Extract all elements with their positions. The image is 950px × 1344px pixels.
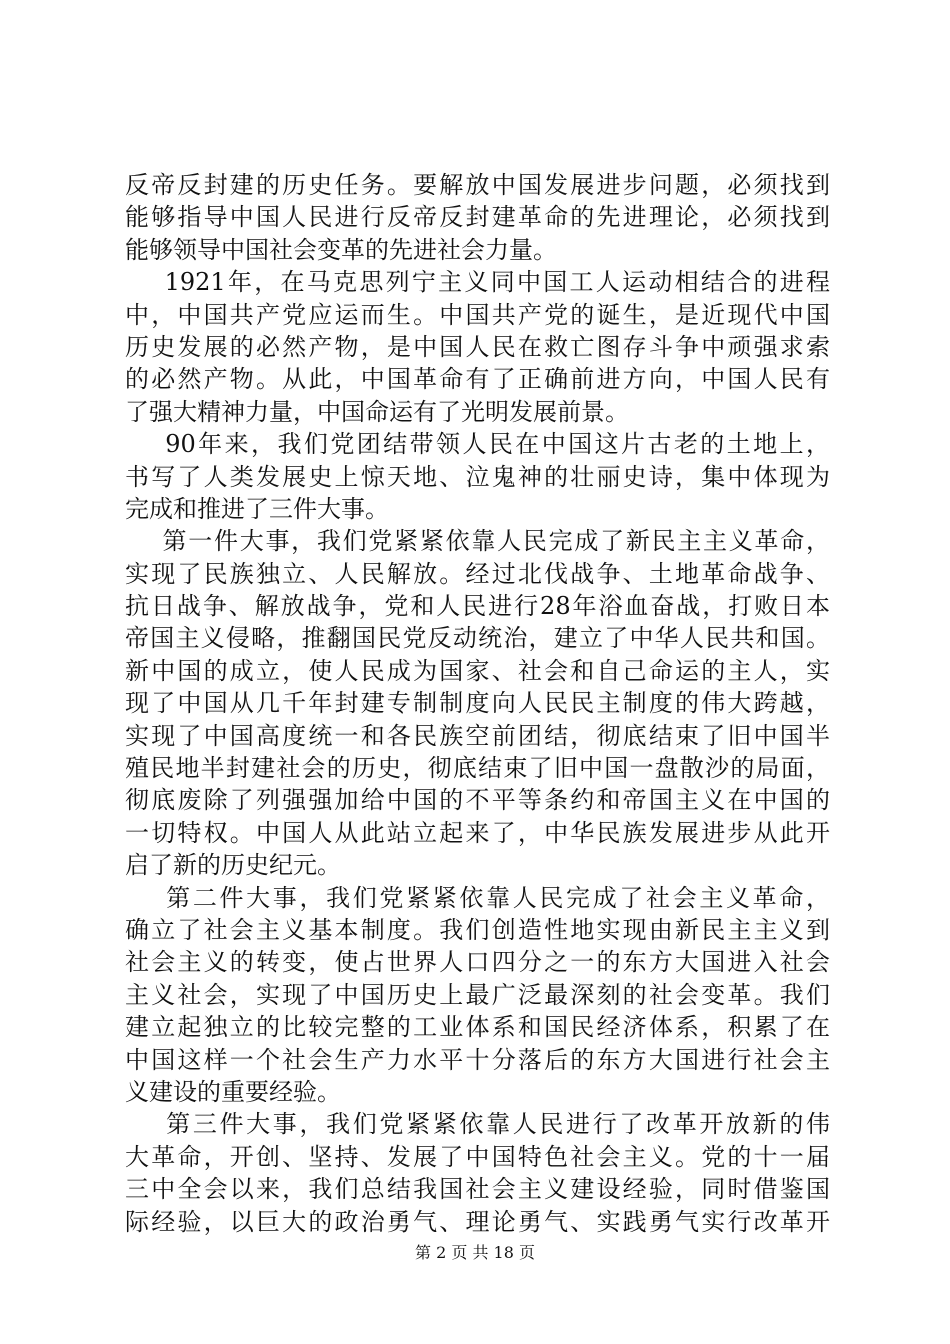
text-line: 了强大精神力量，中国命运有了光明发展前景。 bbox=[125, 397, 629, 426]
text-line: 实现了中国高度统一和各民族空前团结，彻底结束了旧中国半 bbox=[125, 721, 830, 750]
text-line: 历史发展的必然产物，是中国人民在救亡图存斗争中顽强求索 bbox=[125, 332, 830, 361]
text-line: 书写了人类发展史上惊天地、泣鬼神的壮丽史诗，集中体现为 bbox=[125, 462, 830, 491]
text-line: 第三件大事，我们党紧紧依靠人民进行了改革开放新的伟 bbox=[125, 1110, 830, 1139]
text-line: 现了中国从几千年封建专制制度向人民民主制度的伟大跨越， bbox=[125, 689, 830, 718]
body-text bbox=[125, 169, 830, 1238]
text-line: 启了新的历史纪元。 bbox=[125, 851, 341, 880]
text-line: 实现了民族独立、人民解放。经过北伐战争、土地革命战争、 bbox=[125, 559, 830, 588]
text-line: 三中全会以来，我们总结我国社会主义建设经验，同时借鉴国 bbox=[125, 1175, 830, 1204]
text-line: 帝国主义侵略，推翻国民党反动统治，建立了中华人民共和国。 bbox=[125, 624, 830, 653]
text-line: 第一件大事，我们党紧紧依靠人民完成了新民主主义革命， bbox=[125, 527, 830, 556]
text-line: 能够领导中国社会变革的先进社会力量。 bbox=[125, 235, 557, 264]
text-line: 第二件大事，我们党紧紧依靠人民完成了社会主义革命， bbox=[125, 883, 830, 912]
text-line: 社会主义的转变，使占世界人口四分之一的东方大国进入社会 bbox=[125, 948, 830, 977]
text-line: 90年来，我们党团结带领人民在中国这片古老的土地上， bbox=[125, 430, 830, 459]
text-line: 际经验，以巨大的政治勇气、理论勇气、实践勇气实行改革开 bbox=[125, 1207, 830, 1236]
text-line: 建立起独立的比较完整的工业体系和国民经济体系，积累了在 bbox=[125, 1013, 830, 1042]
text-line: 确立了社会主义基本制度。我们创造性地实现由新民主主义到 bbox=[125, 915, 830, 944]
text-line: 完成和推进了三件大事。 bbox=[125, 494, 389, 523]
text-line: 抗日战争、解放战争，党和人民进行28年浴血奋战，打败日本 bbox=[125, 592, 830, 621]
text-line: 反帝反封建的历史任务。要解放中国发展进步问题，必须找到 bbox=[125, 171, 830, 199]
text-line: 能够指导中国人民进行反帝反封建革命的先进理论，必须找到 bbox=[125, 203, 830, 232]
text-line: 义建设的重要经验。 bbox=[125, 1077, 341, 1106]
text-line: 新中国的成立，使人民成为国家、社会和自己命运的主人，实 bbox=[125, 656, 830, 685]
text-line: 1921年，在马克思列宁主义同中国工人运动相结合的进程 bbox=[125, 268, 830, 297]
text-line: 彻底废除了列强强加给中国的不平等条约和帝国主义在中国的 bbox=[125, 786, 830, 815]
text-line: 一切特权。中国人从此站立起来了，中华民族发展进步从此开 bbox=[125, 818, 830, 847]
text-line: 大革命，开创、坚持、发展了中国特色社会主义。党的十一届 bbox=[125, 1142, 830, 1171]
text-line: 主义社会，实现了中国历史上最广泛最深刻的社会变革。我们 bbox=[125, 980, 830, 1009]
text-line: 的必然产物。从此，中国革命有了正确前进方向，中国人民有 bbox=[125, 365, 830, 394]
text-line: 殖民地半封建社会的历史，彻底结束了旧中国一盘散沙的局面， bbox=[125, 754, 830, 783]
text-line: 中国这样一个社会生产力水平十分落后的东方大国进行社会主 bbox=[125, 1045, 830, 1074]
text-line: 中，中国共产党应运而生。中国共产党的诞生，是近现代中国 bbox=[125, 300, 830, 329]
page-footer: 第 2 页 共 18 页 bbox=[415, 1243, 535, 1262]
